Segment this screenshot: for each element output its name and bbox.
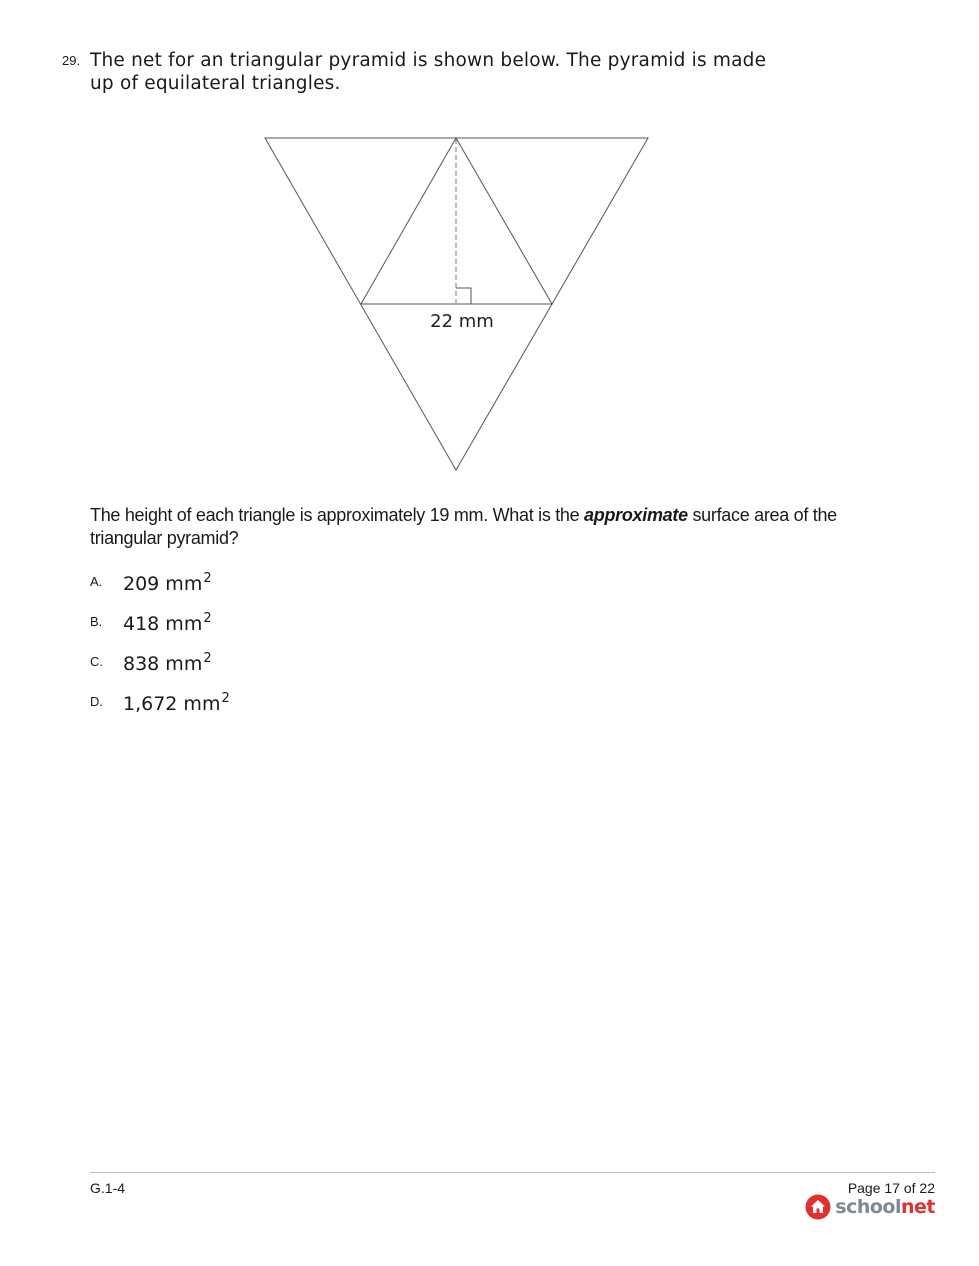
- choice-b[interactable]: [90, 606, 230, 646]
- question-number: 29.: [62, 53, 81, 68]
- right-angle-marker: [456, 288, 471, 304]
- choice-value: 209 $mm^2$: [123, 571, 212, 595]
- choice-value: 838 $mm^2$: [123, 651, 212, 675]
- question-prompt: [90, 504, 850, 550]
- choice-value: 418 $mm^2$: [123, 611, 212, 635]
- choice-value: 1,672 $mm^2$: [123, 691, 230, 715]
- pyramid-net-figure: [0, 0, 979, 500]
- choice-letter: B.: [90, 614, 103, 629]
- schoolnet-wordmark: schoolnet: [835, 1196, 935, 1218]
- footer-page-number: Page 17 of 22: [847, 1180, 935, 1196]
- schoolnet-logo: [805, 1194, 935, 1220]
- prompt-text-1: The height of each triangle is approximately 19 mm. What is the: [90, 505, 585, 525]
- choice-letter: A.: [90, 574, 103, 589]
- choice-letter: D.: [90, 694, 103, 709]
- footer-divider: [90, 1172, 935, 1173]
- answer-choices: [90, 566, 230, 726]
- choice-a[interactable]: [90, 566, 230, 606]
- choice-letter: C.: [90, 654, 103, 669]
- choice-d[interactable]: [90, 686, 230, 726]
- question-stem-line-2: up of equilateral triangles.: [90, 73, 341, 94]
- prompt-emphasis: approximate: [584, 505, 688, 525]
- choice-c[interactable]: [90, 646, 230, 686]
- schoolnet-house-icon: [805, 1194, 831, 1220]
- footer-standard: G.1-4: [90, 1180, 126, 1196]
- prompt-text-2: surface area of the triangular pyramid?: [90, 505, 837, 548]
- base-length-label: 22 mm: [430, 311, 494, 332]
- question-stem-line-1: The net for an triangular pyramid is shown below. The pyramid is made: [90, 50, 767, 71]
